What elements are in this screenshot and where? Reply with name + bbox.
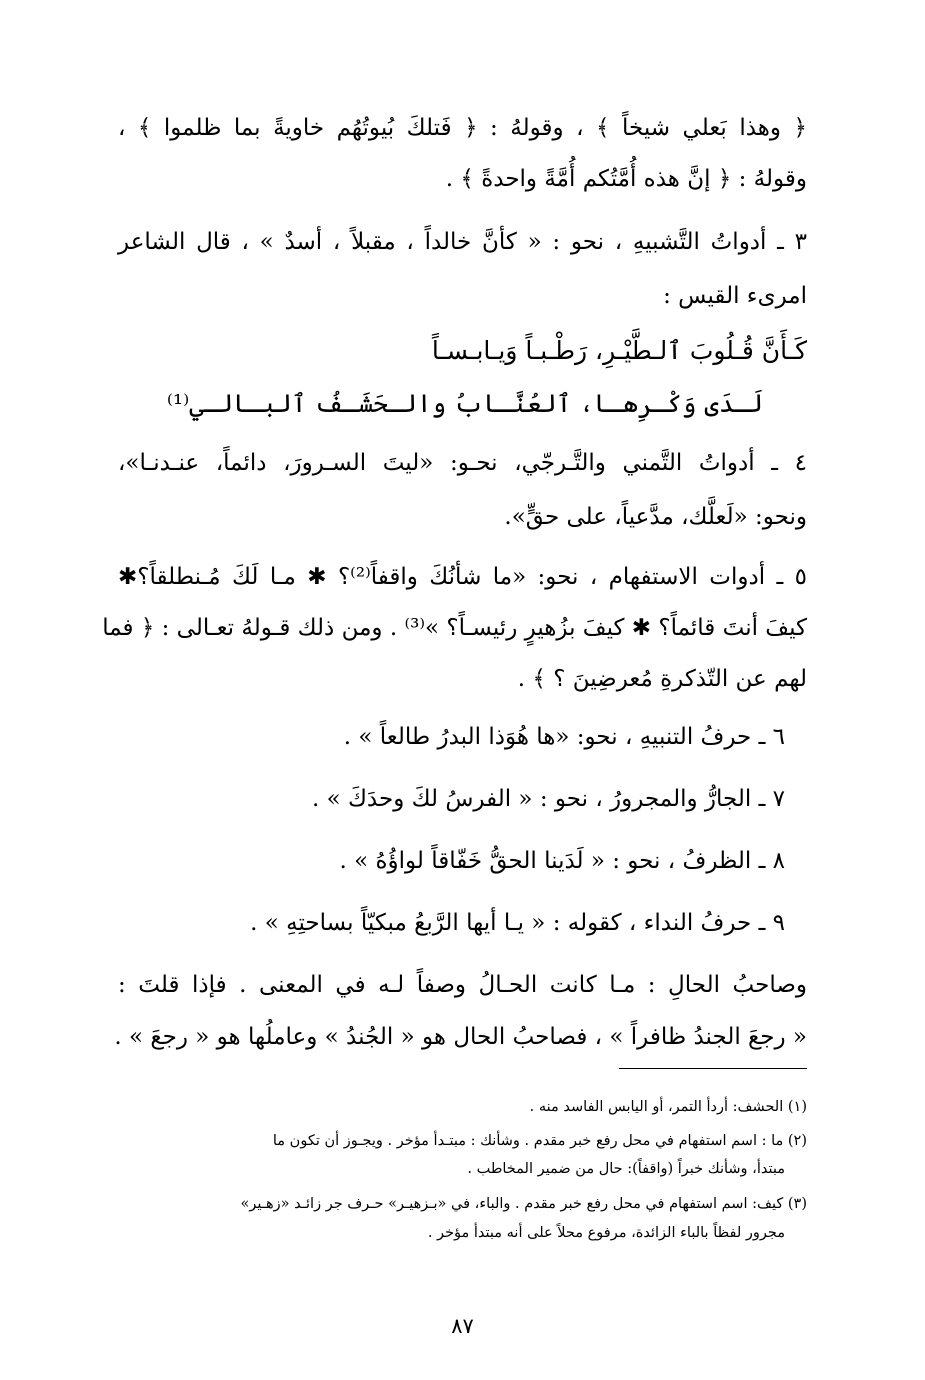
poem-verse-second-hemistich: لَـدَى وَكْـرِهـا، ٱلعُنَّـابُ والـحَشَـفُ ٱلبـالـي⁽¹⁾ <box>166 389 763 418</box>
text-line: ٧ ـ الجارُّ والمجرورُ ، نحو : « الفرسُ لكَ وحدَكَ » . <box>311 786 785 812</box>
text-line: ونحو: «لَعلَّك، مدَّعياً، على حقٍّ». <box>504 504 807 530</box>
poem-verse-first-hemistich: كَـأَنَّ قُـلُوبَ ٱلـطَّيْـرِ، رَطْـبـاً وَيـابـسـاً <box>431 336 807 365</box>
footnote: مجرور لفظاً بالباء الزائدة، مرفوع محلاً على أنه مبتدأ مؤخر . <box>427 1225 785 1241</box>
footnote: (١) الحشف: أردأ التمر، أو اليابس الفاسد منه . <box>529 1099 807 1115</box>
footnote-separator <box>619 1068 807 1069</box>
footnote: مبتدأ، وشأنك خبراً (واقفاً): حال من ضمير المخاطب . <box>467 1161 785 1177</box>
text-line: ٣ ـ أدواتُ التَّشبيهِ ، نحو : « كأنَّ خالداً ، مقبلاً ، أسدٌ » ، قال الشاعر <box>118 229 807 255</box>
text-line: ٥ ـ أدوات الاستفهام ، نحو: «ما شأنُكَ واقفاً⁽²⁾؟ ✱ مـا لَكَ مُـنطلقاً؟✱ <box>118 564 808 590</box>
text-line: ٦ ـ حرفُ التنبيهِ ، نحو: «ها هُوَذا البدرُ طالعاً » . <box>343 724 785 750</box>
text-line: ٨ ـ الظرفُ ، نحو : « لَدَينا الحقُّ خَفّاقاً لواؤُهُ » . <box>339 848 785 874</box>
footnote: (٣) كيف: اسم استفهام في محل رفع خبر مقدم . والباء، في «بـزهيـر» حـرف جر زائـد «زهـير» <box>240 1196 807 1212</box>
text-line: ٩ ـ حرفُ النداء ، كقوله : « يـا أيها الرَّبعُ مبكيّاً بساحتِهِ » . <box>250 910 785 936</box>
text-line: لهم عن التّذكرةِ مُعرضِينَ ؟ ﴾ . <box>517 666 807 692</box>
text-line: امرىء القيس : <box>663 283 807 309</box>
text-line: وقولهُ : ﴿ إنَّ هذه أُمَّتُكم أُمَّةً واحدةً ﴾ . <box>445 166 807 192</box>
text-line: ﴿ وهذا بَعلي شيخاً ﴾ ، وقولهُ : ﴿ فَتلكَ بُيوتُهُم خاويةً بما ظلموا ﴾ ، <box>118 115 807 141</box>
text-line: ٤ ـ أدواتُ التَّمني والتَّـرجّي، نحـو: «ليتَ السـرورَ، دائماً، عنـدنـا»، <box>118 450 807 476</box>
text-line: « رجعَ الجندُ ظافراً » ، فصاحبُ الحال هو « الجُندُ » وعاملُها هو « رجعَ » . <box>114 1024 807 1050</box>
page-number: ٨٧ <box>451 1314 474 1338</box>
footnote: (٢) ما : اسم استفهام في محل رفع خبر مقدم . وشأنك : مبتـدأ مؤخر . ويجـوز أن تكون ما <box>272 1133 807 1149</box>
text-line: وصاحبُ الحالِ : مـا كانت الحـالُ وصفاً لـه في المعنى . فإذا قلتَ : <box>118 972 807 998</box>
text-line: كيفَ أنتَ قائماً؟ ✱ كيفَ بزُهيرٍ رئيسـاً؟ »⁽³⁾ . ومن ذلك قـولهُ تعـالى : ﴿ فما <box>102 615 807 641</box>
